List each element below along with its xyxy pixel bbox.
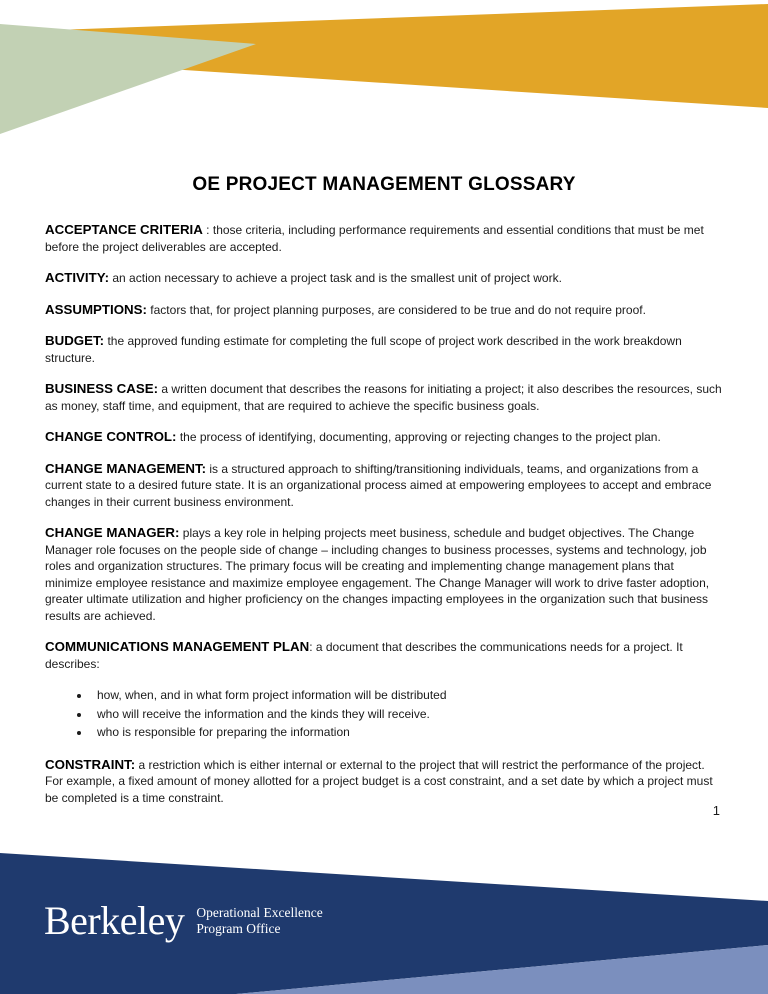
footer-banner — [0, 849, 768, 994]
top-banner-decoration — [0, 0, 768, 150]
glossary-entry-acceptance-criteria — [45, 222, 723, 255]
glossary-definition: the process of identifying, documenting, approving or rejecting changes to the project plan. — [179, 430, 661, 444]
program-office-label — [196, 905, 322, 937]
glossary-entry-constraint — [45, 757, 723, 807]
berkeley-logo — [44, 898, 323, 943]
glossary-term: ACTIVITY: — [45, 270, 110, 285]
glossary-entry-business-case — [45, 381, 723, 414]
glossary-term: CHANGE MANAGEMENT: — [45, 460, 207, 476]
glossary-definition: plays a key role in helping projects meet business, schedule and budget objectives. The Change Manager role focuses on the people side of change – including changes to business processes, systems and technology, job roles and organization structures. The primary focus will be creating and implementing change management plans that minimize employee resistance and maximize employee engagement. The Change Manager will work to drive faster adoption, greater ultimate utilization and higher proficiency on the changes impacting employees in the organization such that business results are achieved. — [45, 526, 710, 623]
glossary-entry-change-management — [45, 461, 723, 511]
page-number: 1 — [712, 803, 720, 818]
glossary-term: BUSINESS CASE: — [45, 381, 159, 396]
unit-line-1: Operational Excellence — [196, 905, 323, 921]
glossary-entry-budget — [45, 333, 723, 366]
glossary-entry-activity — [45, 270, 723, 287]
bullet-item: • who is responsible for preparing the information — [91, 724, 723, 741]
glossary-definition: a document that describes the communications needs for a project. It describes: — [45, 640, 683, 671]
glossary-definition: a restriction which is either internal or external to the project that will restrict the performance of the project. For example, a fixed amount of money allotted for a project budget is a cost constraint, and a set date by which a project must be completed is a time constraint. — [45, 757, 713, 805]
bullet-item: • how, when, and in what form project information will be distributed — [91, 687, 723, 704]
glossary-entry-communications-management-plan — [45, 639, 723, 672]
glossary-definition: a written document that describes the reasons for initiating a project; it also describes the resources, such as money, staff time, and equipment, that are required to achieve the specific business goals. — [45, 382, 722, 413]
berkeley-wordmark: Berkeley — [44, 898, 185, 943]
top-banner-shapes — [0, 0, 768, 150]
glossary-entry-change-manager — [45, 525, 723, 624]
glossary-term: CHANGE MANAGER: — [45, 525, 180, 540]
glossary-term: COMMUNICATIONS MANAGEMENT PLAN — [45, 639, 310, 654]
communications-bullet-list — [45, 687, 723, 741]
term-separator: : — [309, 640, 316, 654]
glossary-term: ASSUMPTIONS: — [45, 301, 147, 317]
document-body — [45, 148, 723, 821]
glossary-definition: an action necessary to achieve a project task and is the smallest unit of project work. — [112, 271, 562, 285]
glossary-definition: those criteria, including performance requirements and essential conditions that must be met before the project deliverables are accepted. — [45, 223, 704, 254]
glossary-term: BUDGET: — [45, 333, 105, 348]
glossary-definition: the approved funding estimate for completing the full scope of project work described in the work breakdown structure. — [45, 334, 682, 365]
glossary-definition: factors that, for project planning purposes, are considered to be true and do not require proof. — [150, 302, 646, 317]
glossary-entry-change-control — [45, 429, 723, 446]
term-separator: : — [202, 223, 213, 237]
page-title: OE PROJECT MANAGEMENT GLOSSARY — [192, 174, 576, 195]
glossary-entry-assumptions — [45, 302, 723, 319]
bullet-item: • who will receive the information and the kinds they will receive. — [91, 706, 723, 723]
glossary-term: CONSTRAINT: — [45, 756, 136, 772]
glossary-term: ACCEPTANCE CRITERIA — [45, 222, 203, 237]
unit-line-2: Program Office — [196, 921, 281, 936]
glossary-definition: is a structured approach to shifting/transitioning individuals, teams, and organizations from a current state to a desired future state. It is an organizational process aimed at empowering employees to accept and embrace changes in their current business environment. — [45, 461, 712, 509]
glossary-term: CHANGE CONTROL: — [45, 429, 177, 444]
